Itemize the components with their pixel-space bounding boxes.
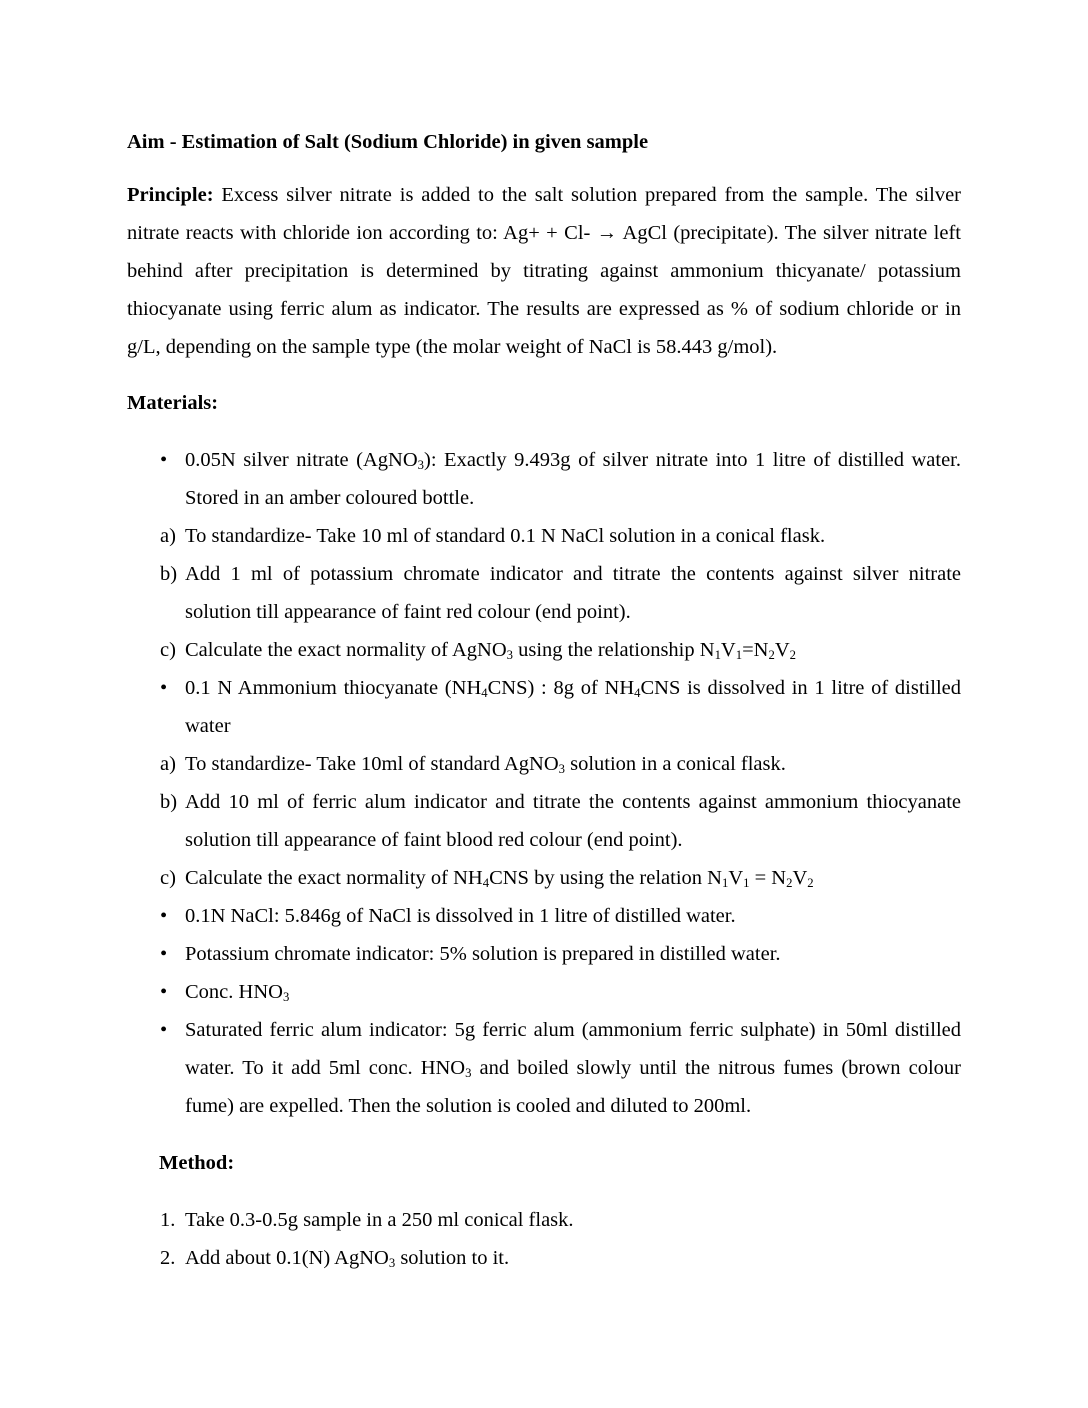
bullet-marker: •: [160, 981, 168, 1003]
text-run: Add 10 ml of ferric alum indicator and titrate the contents against ammonium thiocyanate solution till appearance of faint blood red colour (end point).: [185, 791, 961, 851]
text-run: To standardize- Take 10ml of standard AgNO: [185, 753, 559, 775]
subscript-text: 1: [743, 875, 750, 890]
letter-marker: a): [160, 753, 176, 775]
text-run: =N: [742, 639, 769, 661]
method-heading: Method:: [159, 1152, 235, 1174]
list-item: [127, 935, 961, 973]
list-item-text: [185, 1201, 961, 1239]
list-item: [127, 1011, 961, 1125]
list-item: [127, 859, 961, 897]
list-item-text: [185, 897, 961, 935]
subscript-text: 3: [558, 761, 565, 776]
list-item: [127, 745, 961, 783]
principle-paragraph: [127, 176, 961, 366]
text-run: V: [792, 867, 808, 889]
text-run: Potassium chromate indicator: 5% solution is prepared in distilled water.: [185, 943, 781, 965]
subscript-text: 2: [786, 875, 793, 890]
text-run: Excess silver nitrate is added to the salt solution prepared from the sample. The silver nitrate reacts with chloride ion according to: Ag+ + Cl- → AgCl (precipitate). The silver nitrate left behind after precipitation is determined by titrating against ammonium thicyanate/ potassium thiocyanate using ferric alum as indicator. The results are expressed as % of sodium chloride or in g/L, depending on the sample type (the molar weight of NaCl is 58.443 g/mol).: [127, 184, 961, 358]
text-run: Add 1 ml of potassium chromate indicator and titrate the contents against silver nitrate solution till appearance of faint red colour (end point).: [185, 563, 961, 623]
list-item-text: [185, 1239, 961, 1277]
text-run: 0.1 N Ammonium thiocyanate (NH: [185, 677, 482, 699]
subscript-text: 3: [417, 457, 424, 472]
text-run: 0.1N NaCl: 5.846g of NaCl is dissolved in 1 litre of distilled water.: [185, 905, 736, 927]
list-item: [127, 669, 961, 745]
list-item-text: [185, 631, 961, 669]
list-item: [127, 631, 961, 669]
list-item-text: [185, 669, 961, 745]
text-run: V: [720, 639, 736, 661]
bullet-marker: •: [160, 677, 168, 699]
text-run: Calculate the exact normality of AgNO: [185, 639, 507, 661]
letter-marker: b): [160, 791, 178, 813]
text-run: CNS by using the relation N: [489, 867, 722, 889]
text-run: and boiled slowly until the nitrous fumes (brown colour fume) are expelled. Then the solution is cooled and diluted to 200ml.: [185, 1057, 961, 1117]
materials-list: [127, 441, 961, 1125]
subscript-text: 3: [282, 989, 290, 1004]
text-run: Take 0.3-0.5g sample in a 250 ml conical flask.: [185, 1209, 574, 1231]
text-run: ): Exactly 9.493g of silver nitrate into 1 litre of distilled water. Stored in an amber coloured bottle.: [185, 449, 962, 509]
list-item-text: [185, 441, 961, 517]
list-item: [127, 973, 961, 1011]
list-item: [127, 1239, 961, 1277]
text-run: CNS is dissolved in 1 litre of distilled water: [185, 677, 961, 737]
list-item-text: [185, 859, 961, 897]
text-run: Conc. HNO: [185, 981, 283, 1003]
subscript-text: 2: [807, 875, 814, 890]
list-item: [127, 555, 961, 631]
bold-text: Principle:: [127, 184, 214, 206]
text-run: V: [774, 639, 790, 661]
text-run: Add about 0.1(N) AgNO: [185, 1247, 389, 1269]
bullet-marker: •: [160, 1019, 168, 1041]
list-item-text: [185, 973, 961, 1011]
list-item-text: [185, 783, 961, 859]
text-run: Calculate the exact normality of NH: [185, 867, 483, 889]
subscript-text: 3: [465, 1065, 472, 1080]
list-item: [127, 783, 961, 859]
letter-marker: b): [160, 563, 178, 585]
list-item: [127, 1201, 961, 1239]
text-run: To standardize- Take 10 ml of standard 0.1 N NaCl solution in a conical flask.: [185, 525, 826, 547]
bullet-marker: •: [160, 943, 168, 965]
subscript-text: 2: [789, 647, 796, 662]
subscript-text: 1: [735, 647, 743, 662]
text-run: = N: [749, 867, 787, 889]
letter-marker: c): [160, 639, 176, 661]
subscript-text: 1: [721, 875, 729, 890]
list-item-text: [185, 517, 961, 555]
number-marker: 1.: [160, 1209, 176, 1231]
bullet-marker: •: [160, 449, 168, 471]
method-list: [127, 1201, 961, 1277]
subscript-text: 4: [481, 685, 488, 700]
text-run: solution to it.: [395, 1247, 510, 1269]
list-item-text: [185, 745, 961, 783]
list-item-text: [185, 555, 961, 631]
text-run: using the relationship N: [513, 639, 715, 661]
text-run: CNS) : 8g of NH: [487, 677, 635, 699]
list-item: [127, 441, 961, 517]
number-marker: 2.: [160, 1247, 176, 1269]
subscript-text: 2: [768, 647, 775, 662]
subscript-text: 3: [506, 647, 513, 662]
list-item: [127, 897, 961, 935]
letter-marker: a): [160, 525, 176, 547]
aim-heading: Aim - Estimation of Salt (Sodium Chloride) in given sample: [127, 131, 649, 153]
bullet-marker: •: [160, 905, 168, 927]
text-run: Saturated ferric alum indicator: 5g ferric alum (ammonium ferric sulphate) in 50ml distilled water. To it add 5ml conc. HNO: [185, 1019, 961, 1079]
letter-marker: c): [160, 867, 176, 889]
list-item: [127, 517, 961, 555]
subscript-text: 1: [714, 647, 721, 662]
text-run: 0.05N silver nitrate (AgNO: [185, 449, 418, 471]
list-item-text: [185, 935, 961, 973]
materials-heading: Materials:: [127, 392, 219, 414]
text-run: V: [728, 867, 744, 889]
subscript-text: 4: [482, 875, 490, 890]
subscript-text: 4: [634, 685, 641, 700]
text-run: solution in a conical flask.: [564, 753, 786, 775]
subscript-text: 3: [388, 1255, 396, 1270]
list-item-text: [185, 1011, 961, 1125]
